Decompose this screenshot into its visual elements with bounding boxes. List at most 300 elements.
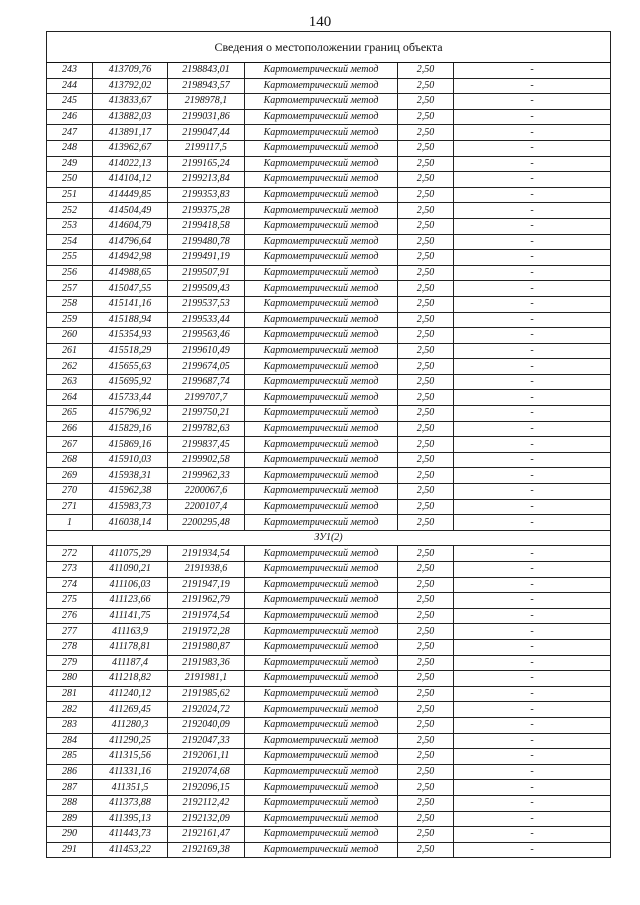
description-cell: - <box>454 624 611 640</box>
x-coordinate-cell: 414988,65 <box>93 265 168 281</box>
description-cell: - <box>454 109 611 125</box>
x-coordinate-cell: 413709,76 <box>93 63 168 79</box>
description-cell: - <box>454 639 611 655</box>
description-cell: - <box>454 156 611 172</box>
method-cell: Картометрический метод <box>245 172 398 188</box>
boundary-coordinates-table <box>46 31 611 858</box>
method-cell: Картометрический метод <box>245 749 398 765</box>
description-cell: - <box>454 250 611 266</box>
accuracy-cell: 2,50 <box>398 577 454 593</box>
description-cell: - <box>454 811 611 827</box>
x-coordinate-cell: 415869,16 <box>93 437 168 453</box>
accuracy-cell: 2,50 <box>398 499 454 515</box>
x-coordinate-cell: 414604,79 <box>93 218 168 234</box>
table-row <box>47 63 611 79</box>
accuracy-cell: 2,50 <box>398 842 454 858</box>
x-coordinate-cell: 415733,44 <box>93 390 168 406</box>
description-cell: - <box>454 468 611 484</box>
point-number-cell: 288 <box>47 795 93 811</box>
table-row <box>47 593 611 609</box>
method-cell: Картометрический метод <box>245 671 398 687</box>
y-coordinate-cell: 2199418,58 <box>168 218 245 234</box>
point-number-cell: 252 <box>47 203 93 219</box>
method-cell: Картометрический метод <box>245 562 398 578</box>
table-row <box>47 827 611 843</box>
accuracy-cell: 2,50 <box>398 312 454 328</box>
x-coordinate-cell: 415983,73 <box>93 499 168 515</box>
description-cell: - <box>454 593 611 609</box>
point-number-cell: 265 <box>47 406 93 422</box>
method-cell: Картометрический метод <box>245 733 398 749</box>
section-row <box>47 530 611 546</box>
table-row <box>47 452 611 468</box>
y-coordinate-cell: 2191974,54 <box>168 608 245 624</box>
point-number-cell: 256 <box>47 265 93 281</box>
point-number-cell: 273 <box>47 562 93 578</box>
method-cell: Картометрический метод <box>245 437 398 453</box>
table-row <box>47 250 611 266</box>
y-coordinate-cell: 2191947,19 <box>168 577 245 593</box>
point-number-cell: 270 <box>47 484 93 500</box>
table-row <box>47 156 611 172</box>
method-cell: Картометрический метод <box>245 140 398 156</box>
x-coordinate-cell: 411141,75 <box>93 608 168 624</box>
y-coordinate-cell: 2191972,28 <box>168 624 245 640</box>
accuracy-cell: 2,50 <box>398 639 454 655</box>
method-cell: Картометрический метод <box>245 359 398 375</box>
point-number-cell: 284 <box>47 733 93 749</box>
description-cell: - <box>454 795 611 811</box>
x-coordinate-cell: 411178,81 <box>93 639 168 655</box>
x-coordinate-cell: 415796,92 <box>93 406 168 422</box>
description-cell: - <box>454 733 611 749</box>
y-coordinate-cell: 2200067,6 <box>168 484 245 500</box>
table-row <box>47 296 611 312</box>
description-cell: - <box>454 780 611 796</box>
y-coordinate-cell: 2192161,47 <box>168 827 245 843</box>
y-coordinate-cell: 2200107,4 <box>168 499 245 515</box>
method-cell: Картометрический метод <box>245 515 398 531</box>
y-coordinate-cell: 2199375,28 <box>168 203 245 219</box>
x-coordinate-cell: 415938,31 <box>93 468 168 484</box>
table-row <box>47 811 611 827</box>
y-coordinate-cell: 2199213,84 <box>168 172 245 188</box>
table-row <box>47 717 611 733</box>
y-coordinate-cell: 2199117,5 <box>168 140 245 156</box>
accuracy-cell: 2,50 <box>398 281 454 297</box>
table-row <box>47 328 611 344</box>
x-coordinate-cell: 411443,73 <box>93 827 168 843</box>
table-row <box>47 733 611 749</box>
y-coordinate-cell: 2191980,87 <box>168 639 245 655</box>
x-coordinate-cell: 414942,98 <box>93 250 168 266</box>
method-cell: Картометрический метод <box>245 109 398 125</box>
y-coordinate-cell: 2191983,36 <box>168 655 245 671</box>
point-number-cell: 247 <box>47 125 93 141</box>
y-coordinate-cell: 2199837,45 <box>168 437 245 453</box>
point-number-cell: 276 <box>47 608 93 624</box>
accuracy-cell: 2,50 <box>398 562 454 578</box>
accuracy-cell: 2,50 <box>398 94 454 110</box>
point-number-cell: 255 <box>47 250 93 266</box>
point-number-cell: 264 <box>47 390 93 406</box>
accuracy-cell: 2,50 <box>398 156 454 172</box>
method-cell: Картометрический метод <box>245 421 398 437</box>
table-title: Сведения о местоположении границ объекта <box>47 32 611 63</box>
table-row <box>47 577 611 593</box>
method-cell: Картометрический метод <box>245 499 398 515</box>
y-coordinate-cell: 2199962,33 <box>168 468 245 484</box>
accuracy-cell: 2,50 <box>398 452 454 468</box>
y-coordinate-cell: 2192169,38 <box>168 842 245 858</box>
method-cell: Картометрический метод <box>245 63 398 79</box>
point-number-cell: 287 <box>47 780 93 796</box>
y-coordinate-cell: 2199750,21 <box>168 406 245 422</box>
point-number-cell: 254 <box>47 234 93 250</box>
description-cell: - <box>454 437 611 453</box>
table-row <box>47 359 611 375</box>
y-coordinate-cell: 2199563,46 <box>168 328 245 344</box>
y-coordinate-cell: 2191934,54 <box>168 546 245 562</box>
method-cell: Картометрический метод <box>245 343 398 359</box>
table-row <box>47 562 611 578</box>
table-row <box>47 390 611 406</box>
table-row <box>47 515 611 531</box>
point-number-cell: 244 <box>47 78 93 94</box>
accuracy-cell: 2,50 <box>398 515 454 531</box>
table-row <box>47 109 611 125</box>
point-number-cell: 263 <box>47 374 93 390</box>
method-cell: Картометрический метод <box>245 125 398 141</box>
y-coordinate-cell: 2199674,05 <box>168 359 245 375</box>
method-cell: Картометрический метод <box>245 265 398 281</box>
x-coordinate-cell: 411395,13 <box>93 811 168 827</box>
description-cell: - <box>454 515 611 531</box>
table-row <box>47 281 611 297</box>
y-coordinate-cell: 2192132,09 <box>168 811 245 827</box>
table-row <box>47 639 611 655</box>
x-coordinate-cell: 411187,4 <box>93 655 168 671</box>
y-coordinate-cell: 2199491,19 <box>168 250 245 266</box>
point-number-cell: 253 <box>47 218 93 234</box>
method-cell: Картометрический метод <box>245 624 398 640</box>
description-cell: - <box>454 234 611 250</box>
accuracy-cell: 2,50 <box>398 343 454 359</box>
accuracy-cell: 2,50 <box>398 717 454 733</box>
description-cell: - <box>454 842 611 858</box>
point-number-cell: 261 <box>47 343 93 359</box>
method-cell: Картометрический метод <box>245 577 398 593</box>
accuracy-cell: 2,50 <box>398 608 454 624</box>
point-number-cell: 277 <box>47 624 93 640</box>
table-row <box>47 655 611 671</box>
description-cell: - <box>454 125 611 141</box>
accuracy-cell: 2,50 <box>398 203 454 219</box>
description-cell: - <box>454 421 611 437</box>
x-coordinate-cell: 414796,64 <box>93 234 168 250</box>
method-cell: Картометрический метод <box>245 795 398 811</box>
table-row <box>47 406 611 422</box>
point-number-cell: 291 <box>47 842 93 858</box>
table-row <box>47 484 611 500</box>
table-row <box>47 468 611 484</box>
point-number-cell: 282 <box>47 702 93 718</box>
point-number-cell: 262 <box>47 359 93 375</box>
description-cell: - <box>454 686 611 702</box>
point-number-cell: 259 <box>47 312 93 328</box>
x-coordinate-cell: 415655,63 <box>93 359 168 375</box>
method-cell: Картометрический метод <box>245 312 398 328</box>
y-coordinate-cell: 2199782,63 <box>168 421 245 437</box>
table-row <box>47 187 611 203</box>
description-cell: - <box>454 374 611 390</box>
method-cell: Картометрический метод <box>245 390 398 406</box>
x-coordinate-cell: 411290,25 <box>93 733 168 749</box>
method-cell: Картометрический метод <box>245 655 398 671</box>
table-row <box>47 624 611 640</box>
method-cell: Картометрический метод <box>245 702 398 718</box>
y-coordinate-cell: 2199537,53 <box>168 296 245 312</box>
accuracy-cell: 2,50 <box>398 63 454 79</box>
y-coordinate-cell: 2198943,57 <box>168 78 245 94</box>
description-cell: - <box>454 452 611 468</box>
method-cell: Картометрический метод <box>245 546 398 562</box>
table-row <box>47 795 611 811</box>
x-coordinate-cell: 415518,29 <box>93 343 168 359</box>
table-row <box>47 749 611 765</box>
point-number-cell: 285 <box>47 749 93 765</box>
point-number-cell: 268 <box>47 452 93 468</box>
table-row <box>47 312 611 328</box>
y-coordinate-cell: 2199902,58 <box>168 452 245 468</box>
x-coordinate-cell: 415141,16 <box>93 296 168 312</box>
point-number-cell: 258 <box>47 296 93 312</box>
table-row <box>47 421 611 437</box>
table-row <box>47 125 611 141</box>
table-row <box>47 437 611 453</box>
x-coordinate-cell: 415695,92 <box>93 374 168 390</box>
description-cell: - <box>454 203 611 219</box>
point-number-cell: 251 <box>47 187 93 203</box>
accuracy-cell: 2,50 <box>398 686 454 702</box>
point-number-cell: 249 <box>47 156 93 172</box>
accuracy-cell: 2,50 <box>398 78 454 94</box>
table-row <box>47 140 611 156</box>
accuracy-cell: 2,50 <box>398 109 454 125</box>
table-row <box>47 546 611 562</box>
accuracy-cell: 2,50 <box>398 125 454 141</box>
point-number-cell: 286 <box>47 764 93 780</box>
point-number-cell: 283 <box>47 717 93 733</box>
point-number-cell: 279 <box>47 655 93 671</box>
accuracy-cell: 2,50 <box>398 795 454 811</box>
method-cell: Картометрический метод <box>245 639 398 655</box>
y-coordinate-cell: 2199480,78 <box>168 234 245 250</box>
point-number-cell: 275 <box>47 593 93 609</box>
table-row <box>47 608 611 624</box>
x-coordinate-cell: 415047,55 <box>93 281 168 297</box>
table-row <box>47 203 611 219</box>
description-cell: - <box>454 702 611 718</box>
method-cell: Картометрический метод <box>245 328 398 344</box>
y-coordinate-cell: 2192096,15 <box>168 780 245 796</box>
y-coordinate-cell: 2191962,79 <box>168 593 245 609</box>
method-cell: Картометрический метод <box>245 827 398 843</box>
description-cell: - <box>454 717 611 733</box>
x-coordinate-cell: 415910,03 <box>93 452 168 468</box>
description-cell: - <box>454 78 611 94</box>
description-cell: - <box>454 671 611 687</box>
x-coordinate-cell: 415354,93 <box>93 328 168 344</box>
point-number-cell: 257 <box>47 281 93 297</box>
x-coordinate-cell: 413833,67 <box>93 94 168 110</box>
x-coordinate-cell: 411269,45 <box>93 702 168 718</box>
y-coordinate-cell: 2192024,72 <box>168 702 245 718</box>
method-cell: Картометрический метод <box>245 250 398 266</box>
point-number-cell: 281 <box>47 686 93 702</box>
description-cell: - <box>454 655 611 671</box>
description-cell: - <box>454 406 611 422</box>
x-coordinate-cell: 411218,82 <box>93 671 168 687</box>
table-row <box>47 671 611 687</box>
table-row <box>47 374 611 390</box>
table-row <box>47 265 611 281</box>
y-coordinate-cell: 2191981,1 <box>168 671 245 687</box>
table-row <box>47 172 611 188</box>
page-number: 140 <box>308 14 332 30</box>
description-cell: - <box>454 63 611 79</box>
description-cell: - <box>454 827 611 843</box>
description-cell: - <box>454 187 611 203</box>
description-cell: - <box>454 577 611 593</box>
accuracy-cell: 2,50 <box>398 218 454 234</box>
accuracy-cell: 2,50 <box>398 172 454 188</box>
x-coordinate-cell: 413792,02 <box>93 78 168 94</box>
accuracy-cell: 2,50 <box>398 733 454 749</box>
x-coordinate-cell: 414104,12 <box>93 172 168 188</box>
description-cell: - <box>454 140 611 156</box>
method-cell: Картометрический метод <box>245 764 398 780</box>
method-cell: Картометрический метод <box>245 296 398 312</box>
y-coordinate-cell: 2199507,91 <box>168 265 245 281</box>
method-cell: Картометрический метод <box>245 374 398 390</box>
method-cell: Картометрический метод <box>245 281 398 297</box>
description-cell: - <box>454 546 611 562</box>
accuracy-cell: 2,50 <box>398 187 454 203</box>
accuracy-cell: 2,50 <box>398 328 454 344</box>
x-coordinate-cell: 413882,03 <box>93 109 168 125</box>
method-cell: Картометрический метод <box>245 234 398 250</box>
y-coordinate-cell: 2199047,44 <box>168 125 245 141</box>
method-cell: Картометрический метод <box>245 811 398 827</box>
x-coordinate-cell: 415829,16 <box>93 421 168 437</box>
point-number-cell: 272 <box>47 546 93 562</box>
accuracy-cell: 2,50 <box>398 374 454 390</box>
x-coordinate-cell: 414022,13 <box>93 156 168 172</box>
point-number-cell: 271 <box>47 499 93 515</box>
y-coordinate-cell: 2192074,68 <box>168 764 245 780</box>
point-number-cell: 260 <box>47 328 93 344</box>
y-coordinate-cell: 2199707,7 <box>168 390 245 406</box>
description-cell: - <box>454 328 611 344</box>
accuracy-cell: 2,50 <box>398 764 454 780</box>
description-cell: - <box>454 562 611 578</box>
method-cell: Картометрический метод <box>245 187 398 203</box>
table-row <box>47 842 611 858</box>
table-row <box>47 234 611 250</box>
point-number-cell: 245 <box>47 94 93 110</box>
description-cell: - <box>454 296 611 312</box>
x-coordinate-cell: 416038,14 <box>93 515 168 531</box>
point-number-cell: 274 <box>47 577 93 593</box>
point-number-cell: 269 <box>47 468 93 484</box>
description-cell: - <box>454 172 611 188</box>
point-number-cell: 278 <box>47 639 93 655</box>
method-cell: Картометрический метод <box>245 406 398 422</box>
accuracy-cell: 2,50 <box>398 390 454 406</box>
x-coordinate-cell: 414449,85 <box>93 187 168 203</box>
accuracy-cell: 2,50 <box>398 624 454 640</box>
method-cell: Картометрический метод <box>245 78 398 94</box>
accuracy-cell: 2,50 <box>398 265 454 281</box>
accuracy-cell: 2,50 <box>398 468 454 484</box>
x-coordinate-cell: 413962,67 <box>93 140 168 156</box>
point-number-cell: 243 <box>47 63 93 79</box>
point-number-cell: 289 <box>47 811 93 827</box>
description-cell: - <box>454 608 611 624</box>
accuracy-cell: 2,50 <box>398 593 454 609</box>
description-cell: - <box>454 484 611 500</box>
x-coordinate-cell: 411090,21 <box>93 562 168 578</box>
y-coordinate-cell: 2199610,49 <box>168 343 245 359</box>
table-row <box>47 218 611 234</box>
x-coordinate-cell: 411240,12 <box>93 686 168 702</box>
method-cell: Картометрический метод <box>245 842 398 858</box>
y-coordinate-cell: 2199165,24 <box>168 156 245 172</box>
x-coordinate-cell: 411106,03 <box>93 577 168 593</box>
x-coordinate-cell: 411280,3 <box>93 717 168 733</box>
method-cell: Картометрический метод <box>245 593 398 609</box>
accuracy-cell: 2,50 <box>398 359 454 375</box>
y-coordinate-cell: 2192061,11 <box>168 749 245 765</box>
x-coordinate-cell: 411075,29 <box>93 546 168 562</box>
table-row <box>47 78 611 94</box>
accuracy-cell: 2,50 <box>398 811 454 827</box>
x-coordinate-cell: 411351,5 <box>93 780 168 796</box>
point-number-cell: 280 <box>47 671 93 687</box>
table-row <box>47 702 611 718</box>
table-row <box>47 686 611 702</box>
y-coordinate-cell: 2198843,01 <box>168 63 245 79</box>
x-coordinate-cell: 411453,22 <box>93 842 168 858</box>
method-cell: Картометрический метод <box>245 218 398 234</box>
y-coordinate-cell: 2198978,1 <box>168 94 245 110</box>
accuracy-cell: 2,50 <box>398 655 454 671</box>
method-cell: Картометрический метод <box>245 203 398 219</box>
description-cell: - <box>454 343 611 359</box>
accuracy-cell: 2,50 <box>398 546 454 562</box>
accuracy-cell: 2,50 <box>398 827 454 843</box>
y-coordinate-cell: 2199031,86 <box>168 109 245 125</box>
y-coordinate-cell: 2192040,09 <box>168 717 245 733</box>
y-coordinate-cell: 2191985,62 <box>168 686 245 702</box>
method-cell: Картометрический метод <box>245 484 398 500</box>
description-cell: - <box>454 94 611 110</box>
x-coordinate-cell: 415962,38 <box>93 484 168 500</box>
y-coordinate-cell: 2199509,43 <box>168 281 245 297</box>
method-cell: Картометрический метод <box>245 686 398 702</box>
point-number-cell: 250 <box>47 172 93 188</box>
